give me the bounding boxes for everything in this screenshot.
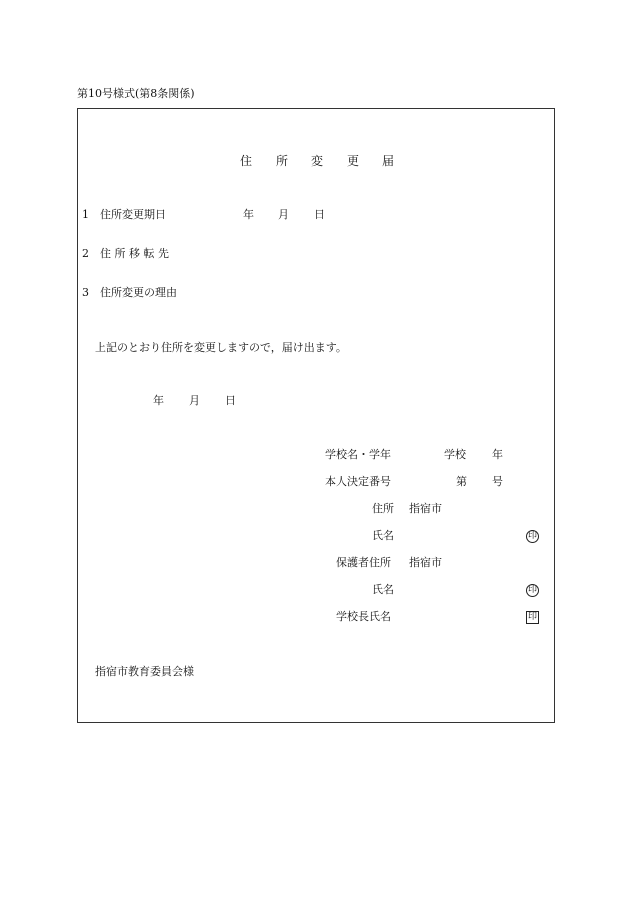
change-date-year: 年 — [243, 208, 254, 221]
decision-number-prefix: 第 — [456, 475, 467, 488]
guardian-address-value: 指宿市 — [409, 556, 442, 569]
title-char: 更 — [347, 154, 360, 168]
seal-stamp-icon: 印 — [527, 585, 537, 595]
form-frame — [77, 108, 555, 723]
submit-date-month: 月 — [189, 394, 200, 407]
address-label: 住所 — [372, 502, 394, 515]
item-label-change-date: 住所変更期日 — [100, 208, 166, 221]
seal-stamp-icon: 印 — [527, 531, 537, 541]
name-label: 氏名 — [372, 529, 394, 542]
statement-text: 上記のとおり住所を変更しますので，届け出ます。 — [95, 341, 347, 354]
decision-number-suffix: 号 — [492, 475, 503, 488]
school-suffix: 学校 — [444, 448, 466, 461]
form-number: 第10号様式(第8条関係) — [77, 87, 195, 100]
principal-name-label: 学校長氏名 — [336, 610, 391, 623]
item-number: 1 — [82, 208, 89, 221]
title-char: 届 — [382, 154, 395, 168]
guardian-address-label: 保護者住所 — [336, 556, 391, 569]
submit-date-year: 年 — [153, 394, 164, 407]
change-date-day: 日 — [314, 208, 325, 221]
submit-date-day: 日 — [225, 394, 236, 407]
item-label-reason: 住所変更の理由 — [100, 286, 177, 299]
item-number: 2 — [82, 247, 89, 260]
title-char: 変 — [311, 154, 324, 168]
item-number: 3 — [82, 286, 89, 299]
address-value: 指宿市 — [409, 502, 442, 515]
change-date-month: 月 — [278, 208, 289, 221]
item-label-new-address: 住 所 移 転 先 — [100, 247, 169, 260]
addressee: 指宿市教育委員会様 — [95, 665, 194, 678]
guardian-name-label: 氏名 — [372, 583, 394, 596]
official-seal-icon: 印 — [527, 612, 537, 622]
school-grade-label: 学校名・学年 — [325, 448, 391, 461]
grade-suffix: 年 — [492, 448, 503, 461]
decision-number-label: 本人決定番号 — [325, 475, 391, 488]
title-char: 住 — [240, 154, 253, 168]
title-char: 所 — [276, 154, 289, 168]
